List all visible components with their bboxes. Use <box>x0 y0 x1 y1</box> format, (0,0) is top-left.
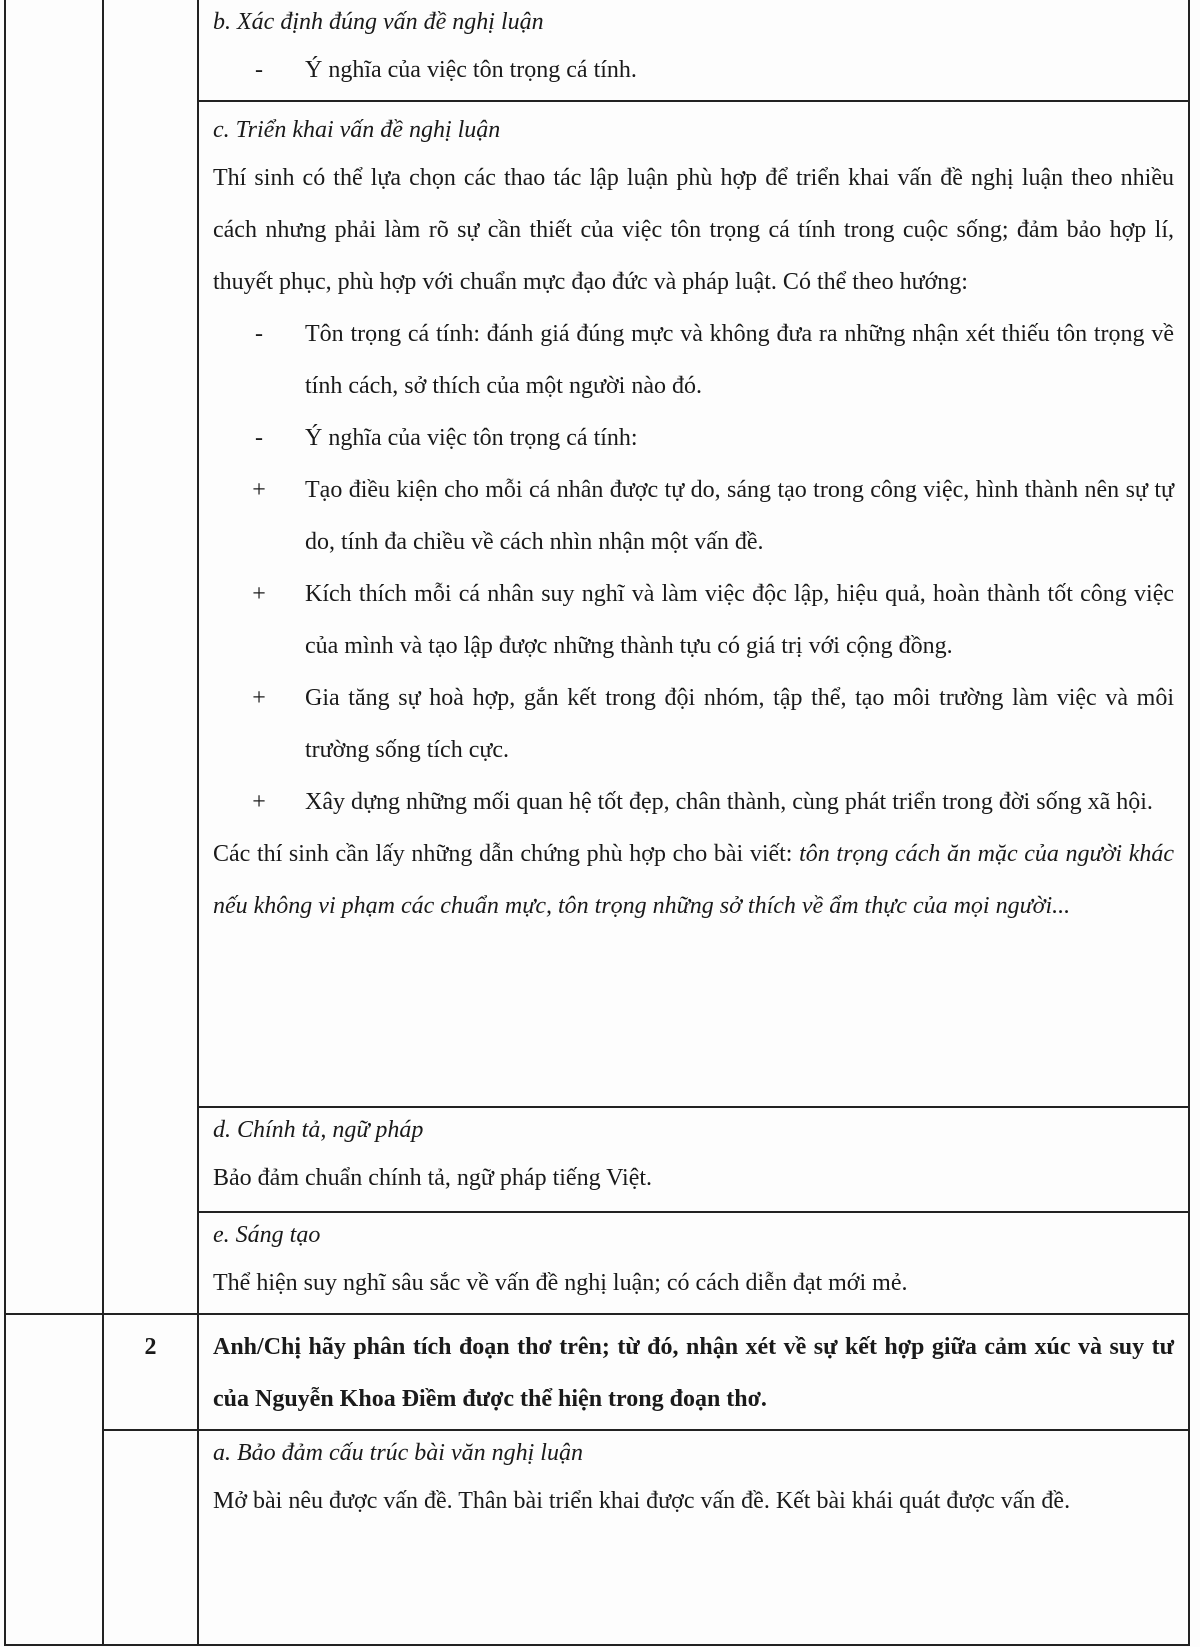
list-item <box>213 568 1174 672</box>
criterion-c-plus-2: Kích thích mỗi cá nhân suy nghĩ và làm việc độc lập, hiệu quả, hoàn thành tốt công việc của mình và tạo lập được những thành tựu có giá trị với cộng đồng. <box>305 581 1174 659</box>
section-column-cell <box>5 0 103 1314</box>
criterion-d-heading: d. Chính tả, ngữ pháp <box>213 1117 424 1143</box>
question-2-text: Anh/Chị hãy phân tích đoạn thơ trên; từ đó, nhận xét về sự kết hợp giữa cảm xúc và suy tư của Nguyễn Khoa Điềm được thể hiện trong đoạn thơ. <box>213 1334 1174 1412</box>
question-2-cell <box>198 1314 1189 1430</box>
criterion-c-plus-3: Gia tăng sự hoà hợp, gắn kết trong đội nhóm, tập thể, tạo môi trường làm việc và môi trường sống tích cực. <box>305 685 1174 763</box>
evidence-lead: Các thí sinh cần lấy những dẫn chứng phù hợp cho bài viết: <box>213 841 800 867</box>
criterion-q2-a-heading: a. Bảo đảm cấu trúc bài văn nghị luận <box>213 1440 583 1466</box>
question-number-cell <box>103 1314 198 1430</box>
dash-marker: - <box>255 57 263 83</box>
criterion-d-cell <box>198 1107 1189 1212</box>
evidence-examples: tôn trọng cách ăn mặc của người khác nếu không vi phạm các chuẩn mực, tôn trọng những sở thích về ẩm thực của mọi người... <box>213 841 1174 919</box>
criterion-b-cell <box>198 0 1189 101</box>
plus-marker: + <box>252 789 266 815</box>
list-item <box>213 44 1174 96</box>
criterion-c-dash-1: Tôn trọng cá tính: đánh giá đúng mực và không đưa ra những nhận xét thiếu tôn trọng về tính cách, sở thích của một người nào đó. <box>305 321 1174 399</box>
criterion-e-cell <box>198 1212 1189 1314</box>
section-column-cell <box>5 1314 103 1645</box>
criterion-c-plus-4: Xây dựng những mối quan hệ tốt đẹp, chân thành, cùng phát triển trong đời sống xã hội. <box>305 789 1153 815</box>
number-column-cell <box>103 0 198 1314</box>
row-question-2 <box>5 1314 1189 1430</box>
plus-marker: + <box>252 477 266 503</box>
list-item <box>213 412 1174 464</box>
criterion-c-dash-2: Ý nghĩa của việc tôn trọng cá tính: <box>305 425 638 451</box>
criterion-q2-a-text: Mở bài nêu được vấn đề. Thân bài triển khai được vấn đề. Kết bài khái quát được vấn đề. <box>213 1488 1071 1514</box>
criterion-b-item: Ý nghĩa của việc tôn trọng cá tính. <box>305 57 637 83</box>
row-b <box>5 0 1189 101</box>
list-item <box>213 308 1174 412</box>
criterion-c-plus-1: Tạo điều kiện cho mỗi cá nhân được tự do, sáng tạo trong công việc, hình thành nên sự tự do, tính đa chiều về cách nhìn nhận một vấn đề. <box>305 477 1174 555</box>
dash-marker: - <box>255 321 263 347</box>
list-item <box>213 464 1174 568</box>
criterion-e-heading: e. Sáng tạo <box>213 1222 321 1248</box>
question-number: 2 <box>144 1334 157 1360</box>
criterion-c-heading: c. Triển khai vấn đề nghị luận <box>213 117 501 143</box>
criterion-b-heading: b. Xác định đúng vấn đề nghị luận <box>213 9 544 35</box>
plus-marker: + <box>252 685 266 711</box>
criterion-c-cell <box>198 101 1189 1107</box>
list-item <box>213 776 1174 828</box>
number-column-cell <box>103 1430 198 1645</box>
criterion-c-evidence <box>213 828 1174 932</box>
criterion-q2-a-cell <box>198 1430 1189 1645</box>
list-item <box>213 672 1174 776</box>
criterion-c-intro: Thí sinh có thể lựa chọn các thao tác lập luận phù hợp để triển khai vấn đề nghị luận theo nhiều cách nhưng phải làm rõ sự cần thiết của việc tôn trọng cá tính trong cuộc sống; đảm bảo hợp lí, thuyết phục, phù hợp với chuẩn mực đạo đức và pháp luật. Có thể theo hướng: <box>213 165 1174 295</box>
criterion-d-text: Bảo đảm chuẩn chính tả, ngữ pháp tiếng Việt. <box>213 1165 653 1191</box>
plus-marker: + <box>252 581 266 607</box>
row-q2-a <box>5 1430 1189 1645</box>
answer-key-table <box>4 0 1190 1646</box>
criterion-e-text: Thể hiện suy nghĩ sâu sắc về vấn đề nghị luận; có cách diễn đạt mới mẻ. <box>213 1270 908 1296</box>
dash-marker: - <box>255 425 263 451</box>
